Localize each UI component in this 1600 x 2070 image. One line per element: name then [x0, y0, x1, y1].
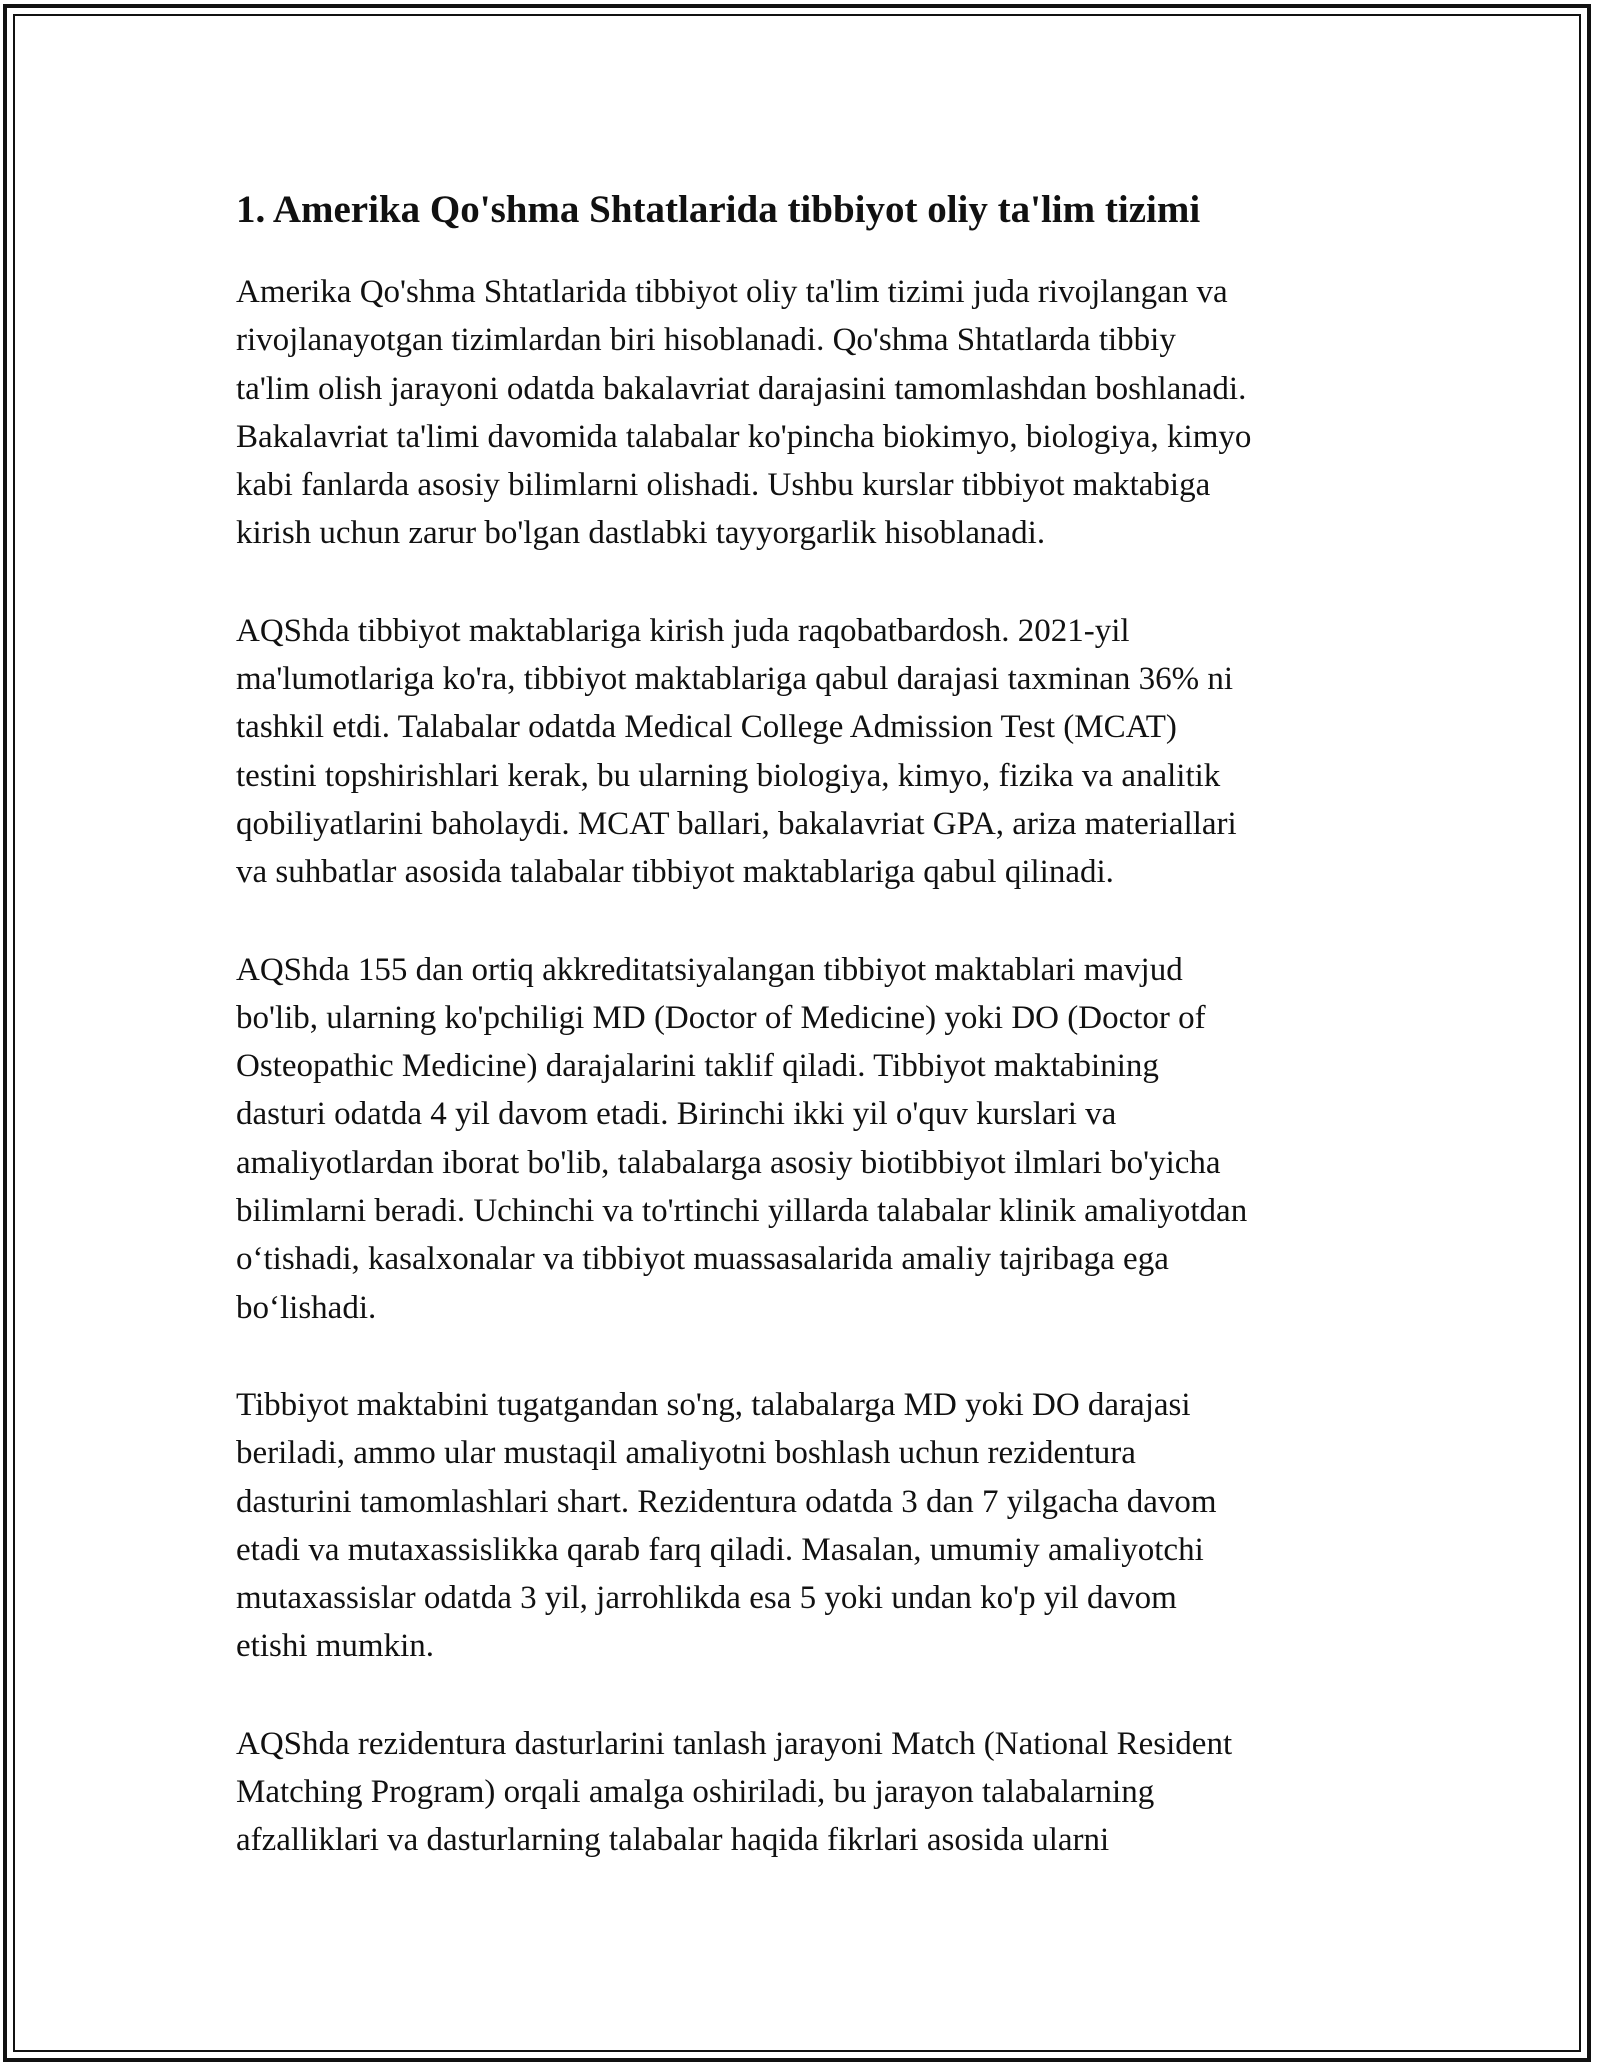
text-line: ta'lim olish jarayoni odatda bakalavriat darajasini tamomlashdan boshlanadi. [236, 370, 1247, 407]
text-line: bo‘lishadi. [236, 1289, 377, 1326]
document-body [236, 186, 1376, 1914]
text-line: qobiliyatlarini baholaydi. MCAT ballari, bakalavriat GPA, ariza materiallari [236, 805, 1237, 842]
paragraph-list [236, 268, 1376, 1865]
text-line: Tibbiyot maktabini tugatgandan so'ng, talabalarga MD yoki DO darajasi [236, 1386, 1191, 1423]
text-line: Osteopathic Medicine) darajalarini taklif qiladi. Tibbiyot maktabining [236, 1048, 1159, 1085]
text-line: dasturi odatda 4 yil davom etadi. Birinchi ikki yil o'quv kurslari va [236, 1096, 1117, 1133]
text-line: mutaxassislar odatda 3 yil, jarrohlikda esa 5 yoki undan ko'p yil davom [236, 1580, 1177, 1617]
text-line: bilimlarni beradi. Uchinchi va to'rtinchi yillarda talabalar klinik amaliyotdan [236, 1193, 1248, 1230]
text-line: etishi mumkin. [236, 1628, 434, 1665]
text-line: amaliyotlardan iborat bo'lib, talabalarga asosiy biotibbiyot ilmlari bo'yicha [236, 1144, 1221, 1181]
text-line: afzalliklari va dasturlarning talabalar haqida fikrlari asosida ularni [236, 1822, 1110, 1859]
text-line: etadi va mutaxassislikka qarab farq qiladi. Masalan, umumiy amaliyotchi [236, 1531, 1204, 1568]
paragraph [236, 607, 1376, 897]
text-line: AQShda 155 dan ortiq akkreditatsiyalangan tibbiyot maktablari mavjud [236, 951, 1183, 988]
text-line: testini topshirishlari kerak, bu ularning biologiya, kimyo, fizika va analitik [236, 757, 1221, 794]
paragraph [236, 1720, 1376, 1865]
text-line: beriladi, ammo ular mustaqil amaliyotni boshlash uchun rezidentura [236, 1435, 1136, 1472]
section-heading: 1. Amerika Qo'shma Shtatlarida tibbiyot oliy ta'lim tizimi [236, 188, 1201, 231]
paragraph [236, 1381, 1376, 1671]
text-line: rivojlanayotgan tizimlardan biri hisoblanadi. Qo'shma Shtatlarda tibbiy [236, 322, 1176, 359]
text-line: tashkil etdi. Talabalar odatda Medical College Admission Test (MCAT) [236, 709, 1177, 746]
text-line: Amerika Qo'shma Shtatlarida tibbiyot oliy ta'lim tizimi juda rivojlangan va [236, 274, 1228, 310]
text-line: Matching Program) orqali amalga oshiriladi, bu jarayon talabalarning [236, 1774, 1155, 1811]
text-line: va suhbatlar asosida talabalar tibbiyot maktablariga qabul qilinadi. [236, 854, 1114, 891]
text-line: kirish uchun zarur bo'lgan dastlabki tayyorgarlik hisoblanadi. [236, 515, 1046, 552]
paragraph [236, 946, 1376, 1332]
text-line: AQShda rezidentura dasturlarini tanlash jarayoni Match (National Resident [236, 1725, 1233, 1762]
paragraph [236, 268, 1376, 558]
text-line: Bakalavriat ta'limi davomida talabalar ko'pincha biokimyo, biologiya, kimyo [236, 418, 1252, 455]
text-line: bo'lib, ularning ko'pchiligi MD (Doctor of Medicine) yoki DO (Doctor of [236, 999, 1206, 1036]
text-line: dasturini tamomlashlari shart. Rezidentura odatda 3 dan 7 yilgacha davom [236, 1483, 1217, 1520]
text-line: o‘tishadi, kasalxonalar va tibbiyot muassasalarida amaliy tajribaga ega [236, 1241, 1169, 1278]
text-line: kabi fanlarda asosiy bilimlarni olishadi. Ushbu kurslar tibbiyot maktabiga [236, 467, 1211, 504]
text-line: ma'lumotlariga ko'ra, tibbiyot maktablariga qabul darajasi taxminan 36% ni [236, 661, 1234, 698]
text-line: AQShda tibbiyot maktablariga kirish juda raqobatbardosh. 2021-yil [236, 612, 1130, 649]
